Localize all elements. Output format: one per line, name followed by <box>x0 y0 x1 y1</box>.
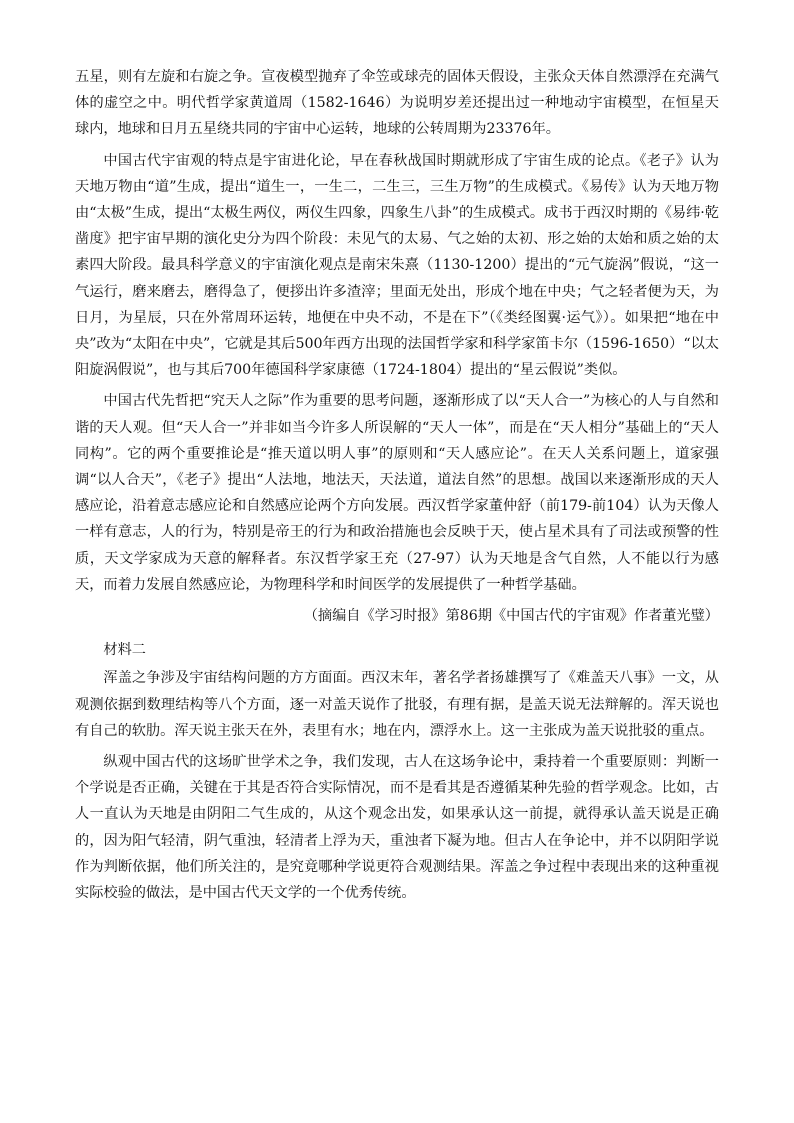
paragraph-debate-principle: 纵观中国古代的这场旷世学术之争，我们发现，古人在这场争论中，秉持着一个重要原则：判断一个学说是否正确，关键在于其是否符合实际情况，而不是看其是否遵循某种先验的哲学观念。比如，古人一直认为天地是由阴阳二气生成的，从这个观念出发，如果承认这一前提，就得承认盖天说是正确的，因为阳气轻清，阴气重浊，轻清者上浮为天，重浊者下凝为地。但古人在争论中，并不以阴阳学说作为判断依据，他们所关注的，是究竟哪种学说更符合观测结果。浑盖之争过程中表现出来的这种重视实际校验的做法，是中国古代天文学的一个优秀传统。 <box>75 754 719 902</box>
document-page <box>75 64 719 906</box>
material-two-heading: 材料二 <box>103 642 146 659</box>
paragraph-heaven-human: 中国古代先哲把“究天人之际”作为重要的思考问题，逐渐形成了以“天人合一”为核心的人与自然和谐的天人观。但“天人合一”并非如当今许多人所误解的“天人一体”，而是在“天人相分”基础上的“天人同构”。它的两个重要推论是“推天道以明人事”的原则和“天人感应论”。在天人关系问题上，道家强调“以人合天”，《老子》提出“人法地，地法天，天法道，道法自然”的思想。战国以来逐渐形成的天人感应论，沿着意志感应论和自然感应论两个方向发展。西汉哲学家董仲舒（前179-前104）认为天像人一样有意志，人的行为，特别是帝王的行为和政治措施也会反映于天，使占星术具有了司法或预警的性质，天文学家成为天意的解释者。东汉哲学家王充（27-97）认为天地是含气自然，人不能以行为感天，而着力发展自然感应论，为物理科学和时间医学的发展提供了一种哲学基础。 <box>75 393 719 593</box>
paragraph-continuation: 五星，则有左旋和右旋之争。宣夜模型抛弃了伞笠或球壳的固体天假设，主张众天体自然漂浮在充满气体的虚空之中。明代哲学家黄道周（1582-1646）为说明岁差还提出过一种地动宇宙模型，在恒星天球内，地球和日月五星绕共同的宇宙中心运转，地球的公转周期为23376年。 <box>75 69 719 138</box>
paragraph-hun-gai-debate: 浑盖之争涉及宇宙结构问题的方方面面。西汉末年，著名学者扬雄撰写了《难盖天八事》一文，从观测依据到数理结构等八个方面，逐一对盖天说作了批驳，有理有据，是盖天说无法辩解的。浑天说也有自己的软肋。浑天说主张天在外，表里有水；地在内，漂浮水上。这一主张成为盖天说批驳的重点。 <box>75 670 719 739</box>
paragraph-cosmic-evolution: 中国古代宇宙观的特点是宇宙进化论，早在春秋战国时期就形成了宇宙生成的论点。《老子》认为天地万物由“道”生成，提出“道生一，一生二，二生三，三生万物”的生成模式。《易传》认为天地万物由“太极”生成，提出“太极生两仪，两仪生四象，四象生八卦”的生成模式。成书于西汉时期的《易纬·乾凿度》把宇宙早期的演化史分为四个阶段：未见气的太易、气之始的太初、形之始的太始和质之始的太素四大阶段。最具科学意义的宇宙演化观点是南宋朱熹（1130-1200）提出的“元气旋涡”假说，“这一气运行，磨来磨去，磨得急了，便拶出许多渣滓；里面无处出，形成个地在中央；气之轻者便为天，为日月，为星辰，只在外常周环运转，地便在中央不动，不是在下”（《类经图翼·运气》）。如果把“地在中央”改为“太阳在中央”，它就是其后500年西方出现的法国哲学家和科学家笛卡尔（1596-1650）“以太阳旋涡假说”，也与其后700年德国科学家康德（1724-1804）提出的“星云假说”类似。 <box>75 152 719 379</box>
source-attribution: （摘编自《学习时报》第86期《中国古代的宇宙观》作者董光璧） <box>303 608 719 625</box>
